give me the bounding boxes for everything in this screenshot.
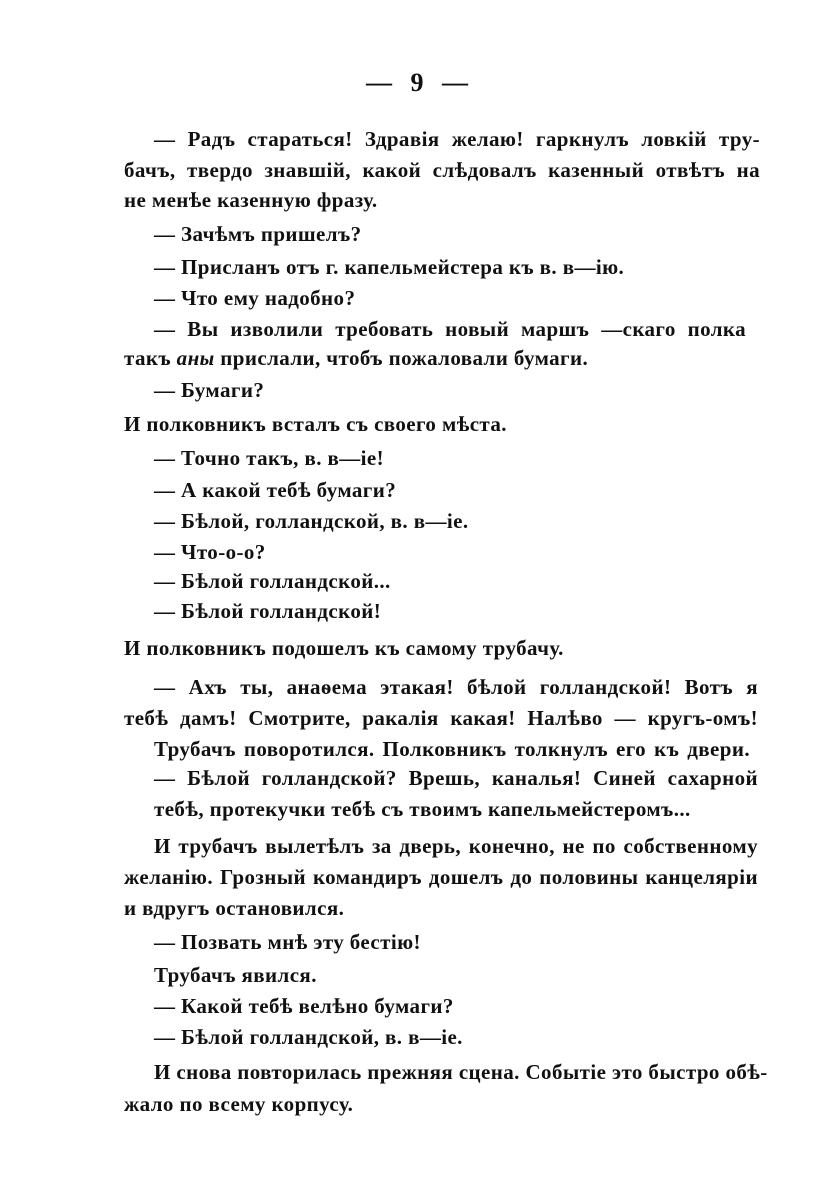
text-line: — Бѣлой голландской! [154, 599, 382, 623]
text-line: — Радъ стараться! Здравія желаю! гаркнулъ ловкій тру- [154, 127, 760, 151]
text-line: И снова повторилась прежняя сцена. Событіе это быстро обѣ- [154, 1060, 768, 1084]
text-line: — Что ему надобно? [154, 286, 356, 310]
text-line: тебѣ, протекучки тебѣ съ твоимъ капельмейстеромъ... [154, 797, 691, 821]
text-line: — Присланъ отъ г. капельмейстера къ в. в—ію. [154, 255, 625, 279]
text-line: — Бѣлой, голландской, в. в—іе. [154, 509, 469, 533]
text-line: — Бумаги? [154, 378, 265, 402]
text-line: — Ахъ ты, анаѳема этакая! бѣлой голландской! Вотъ я [154, 675, 758, 699]
text-line: — Бѣлой голландской? Врешь, каналья! Синей сахарной [154, 766, 758, 790]
text-line: Трубачъ поворотился. Полковникъ толкнулъ его къ двери. [154, 737, 750, 761]
text-line: — Что-о-о? [154, 540, 266, 564]
text-segment: прислали, чтобъ пожаловали бумаги. [220, 346, 589, 370]
text-line: тебѣ дамъ! Смотрите, ракалія какая! Налѣво — кругъ-омъ! [124, 706, 758, 730]
text-line [124, 344, 588, 372]
text-line: — Бѣлой голландской... [154, 569, 391, 593]
text-line: И полковникъ подошелъ къ самому трубачу. [124, 636, 564, 660]
text-line: — А какой тебѣ бумаги? [154, 478, 397, 502]
text-line: и вдругъ остановился. [124, 896, 345, 920]
text-line: — Зачѣмъ пришелъ? [154, 222, 362, 246]
text-line: — Вы изволили требовать новый маршъ —скаго полка [154, 317, 746, 341]
text-line: — Точно такъ, в. в—іе! [154, 446, 385, 470]
text-line: И трубачъ вылетѣлъ за дверь, конечно, не по собственному [154, 834, 758, 858]
text-line: И полковникъ всталъ съ своего мѣста. [124, 412, 507, 436]
text-line: — Позвать мнѣ эту бестію! [154, 930, 421, 954]
italic-word: аны [176, 346, 215, 370]
text-line: желанію. Грозный командиръ дошелъ до половины канцеляріи [124, 865, 758, 889]
text-line: — Бѣлой голландской, в. в—іе. [154, 1025, 463, 1049]
text-line: Трубачъ явился. [154, 963, 317, 987]
text-line: бачъ, твердо знавшій, какой слѣдовалъ казенный отвѣтъ на [124, 158, 760, 182]
page-number: — 9 — [366, 68, 474, 97]
text-segment: такъ [124, 346, 172, 370]
text-line: — Какой тебѣ велѣно бумаги? [154, 994, 454, 1018]
text-line: жало по всему корпусу. [124, 1092, 354, 1116]
text-line: не менѣе казенную фразу. [124, 188, 378, 212]
